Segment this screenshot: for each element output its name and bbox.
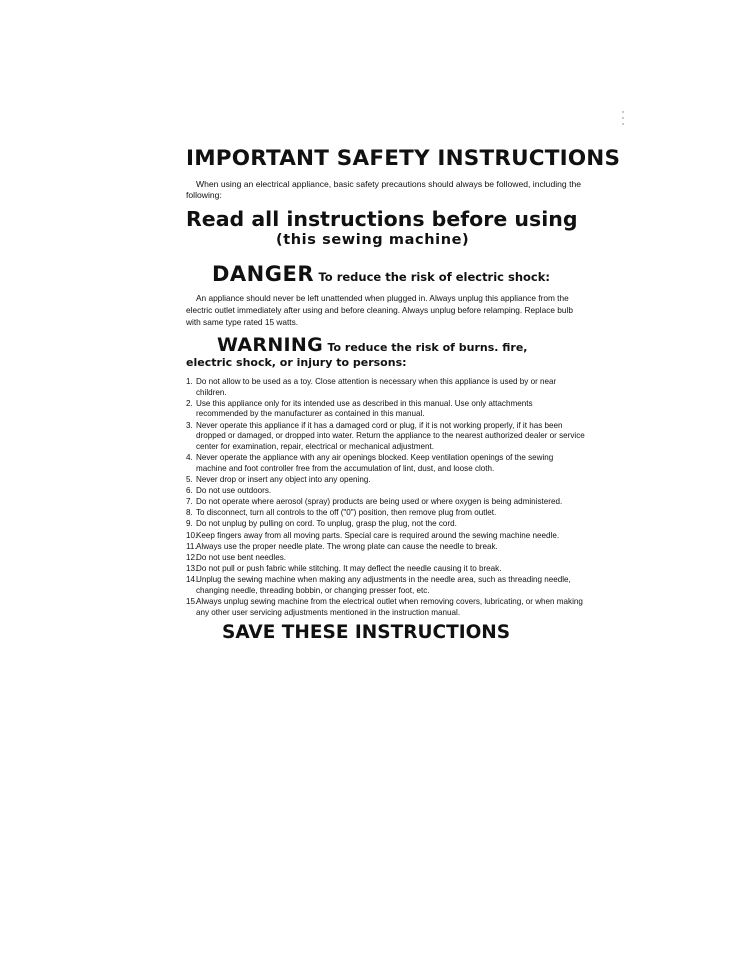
list-item-number: 5. [186, 474, 193, 484]
list-item-text: Always unplug sewing machine from the electrical outlet when removing covers, lubricating, or when making any other user servicing adjustments mentioned in the instruction manual. [196, 597, 583, 617]
warning-word: WARNING [217, 334, 324, 356]
list-item-text: Do not use bent needles. [196, 553, 286, 563]
list-item-text: Keep fingers away from all moving parts. Special care is required around the sewing machine needle. [196, 530, 560, 540]
list-item [186, 597, 586, 618]
list-item-text: Never operate this appliance if it has a damaged cord or plug, if it is not working properly, if it has been dropped or damaged, or dropped into water. Return the appliance to the nearest authorized dealer or service center for examination, repair, electrical or mechanical adjustment. [196, 420, 585, 451]
list-item [186, 497, 586, 508]
list-item-text: Never operate the appliance with any air openings blocked. Keep ventilation openings of the sewing machine and foot controller free from the accumulation of lint, dust, and loose cloth. [196, 452, 554, 473]
list-item-number: 4. [186, 452, 193, 462]
list-item-text: Always use the proper needle plate. The wrong plate can cause the needle to break. [196, 541, 498, 551]
warning-subtitle-continued: electric shock, or injury to persons: [186, 356, 407, 369]
warning-subtitle: To reduce the risk of burns. fire, [327, 341, 528, 354]
list-item-number: 2. [186, 398, 193, 408]
read-instructions-heading: Read all instructions before using [186, 207, 578, 231]
intro-text: When using an electrical appliance, basic safety precautions should always be followed, including the following: [186, 179, 582, 200]
page-title: IMPORTANT SAFETY INSTRUCTIONS [186, 146, 621, 171]
danger-word: DANGER [212, 262, 315, 286]
list-item-text: Do not allow to be used as a toy. Close attention is necessary when this appliance is used by or near children. [196, 377, 557, 397]
list-item [186, 453, 586, 474]
list-item-text: Do not operate where aerosol (spray) products are being used or where oxygen is being administered. [196, 497, 563, 507]
list-item [186, 377, 586, 398]
list-item-text: Do not pull or push fabric while stitching. It may deflect the needle causing it to break. [196, 564, 502, 574]
list-item [186, 575, 586, 596]
list-item [186, 421, 586, 453]
list-item-number: 8. [186, 508, 193, 518]
list-item-number: 15. [186, 597, 198, 607]
warning-heading [217, 334, 586, 356]
scan-speck-marks [621, 110, 625, 126]
danger-heading [212, 262, 586, 286]
read-instructions-subheading: (this sewing machine) [276, 232, 470, 248]
list-item-text: Unplug the sewing machine when making any adjustments in the needle area, such as threading needle, changing needle, threading bobbin, or changing presser foot, etc. [196, 575, 571, 595]
list-item-number: 14. [186, 575, 198, 585]
list-item [186, 519, 586, 530]
list-item-number: 13. [186, 564, 198, 574]
danger-text: An appliance should never be left unattended when plugged in. Always unplug this appliance from the electric outlet immediately after using and before cleaning. Always unplug before relamping. Replace bulb with same type rated 15 watts. [186, 293, 573, 327]
list-item-text: Do not use outdoors. [196, 485, 272, 495]
list-item-number: 12. [186, 553, 198, 563]
danger-subtitle: To reduce the risk of electric shock: [318, 270, 550, 284]
list-item [186, 531, 586, 542]
list-item-text: To disconnect, turn all controls to the off ("0") position, then remove plug from outlet. [196, 508, 497, 518]
list-item [186, 553, 586, 564]
list-item-number: 6. [186, 485, 193, 495]
list-item-text: Use this appliance only for its intended use as described in this manual. Use only attachments recommended by the manufacturer as contained in this manual. [196, 398, 533, 419]
list-item [186, 564, 586, 575]
save-instructions-footer: SAVE THESE INSTRUCTIONS [222, 622, 511, 644]
list-item [186, 486, 586, 497]
safety-instructions-page [186, 146, 621, 644]
list-item-number: 3. [186, 420, 193, 430]
list-item-number: 11. [186, 541, 197, 551]
safety-instruction-list [186, 377, 586, 618]
list-item-number: 10. [186, 530, 198, 540]
list-item [186, 399, 586, 420]
list-item [186, 508, 586, 519]
list-item-number: 1. [186, 377, 193, 386]
list-item [186, 475, 586, 486]
list-item [186, 542, 586, 553]
list-item-text: Never drop or insert any object into any opening. [196, 474, 371, 484]
list-item-text: Do not unplug by pulling on cord. To unplug, grasp the plug, not the cord. [196, 519, 457, 529]
list-item-number: 9. [186, 519, 193, 529]
list-item-number: 7. [186, 497, 193, 507]
